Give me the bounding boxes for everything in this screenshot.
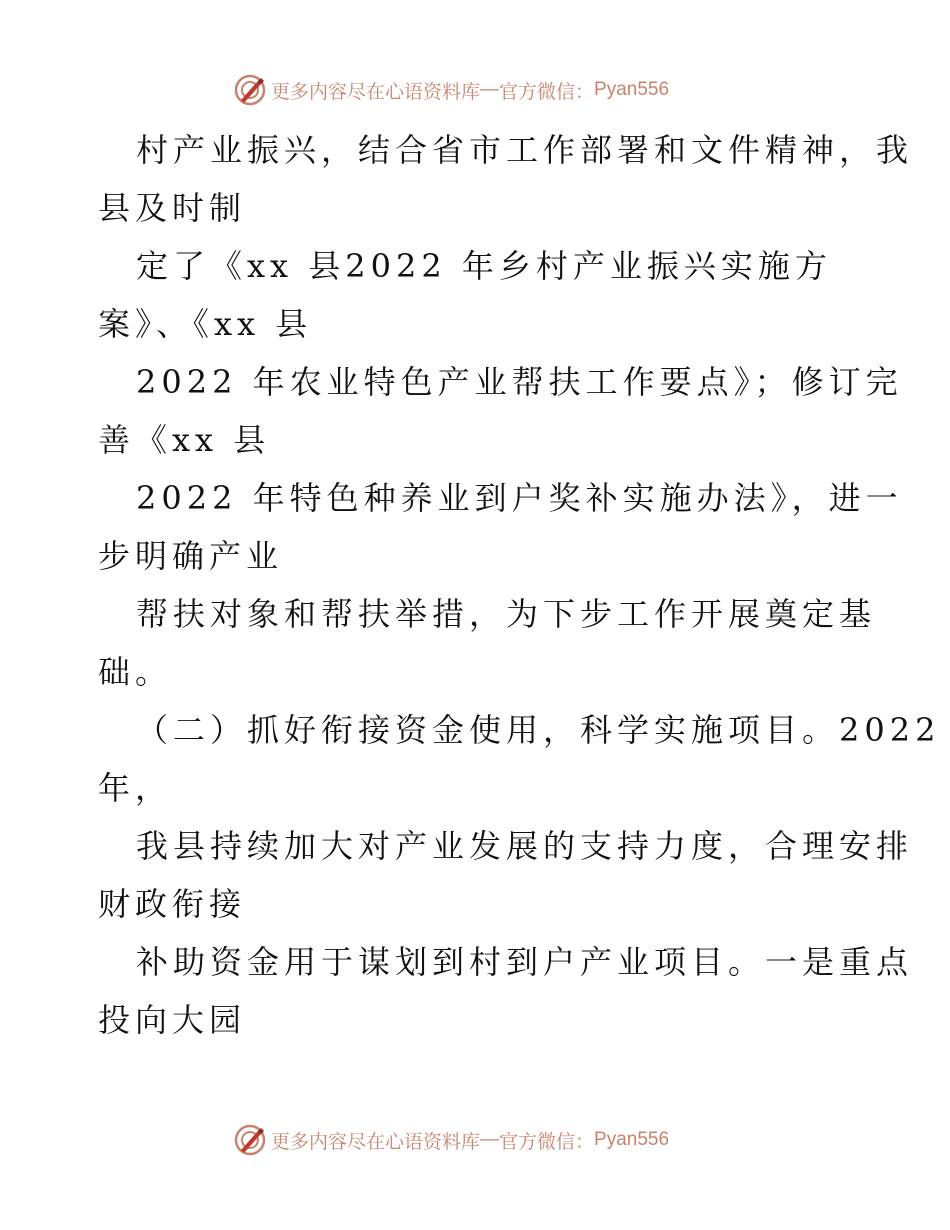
watermark-separator: — [480, 1129, 500, 1150]
pen-logo-icon [233, 73, 267, 107]
watermark-suffix: 官方微信： [499, 80, 595, 103]
text-line: 2022 年特色种养业到户奖补实施办法》，进一 [136, 479, 903, 517]
watermark-separator: — [480, 79, 500, 100]
text-line: 年， [98, 769, 173, 807]
watermark-id: Pyan556 [594, 79, 670, 100]
text-line: 步明确产业 [98, 537, 284, 575]
text-line: 投向大园 [98, 1001, 247, 1039]
body-text [98, 121, 941, 1049]
text-line: 我县持续加大对产业发展的支持力度，合理安排 [136, 827, 914, 865]
text-line: 础。 [98, 653, 173, 691]
watermark-text: 更多内容尽在心语资料库 [271, 80, 481, 103]
footer-watermark [233, 1122, 669, 1158]
text-line: 补助资金用于谋划到村到户产业项目。一是重点 [136, 943, 914, 981]
text-line: 定了《xx 县2022 年乡村产业振兴实施方 [136, 247, 832, 285]
text-line: （二）抓好衔接资金使用，科学实施项目。2022 [136, 711, 941, 749]
watermark-text: 更多内容尽在心语资料库 [271, 1130, 481, 1153]
watermark-suffix: 官方微信： [499, 1130, 595, 1153]
text-line: 县及时制 [98, 189, 247, 227]
text-line: 2022 年农业特色产业帮扶工作要点》；修订完 [136, 363, 903, 401]
text-line: 帮扶对象和帮扶举措，为下步工作开展奠定基 [136, 595, 877, 633]
text-line: 财政衔接 [98, 885, 247, 923]
watermark-id: Pyan556 [594, 1129, 670, 1150]
text-line: 案》、《xx 县 [98, 305, 313, 343]
text-line: 村产业振兴，结合省市工作部署和文件精神，我 [136, 131, 914, 169]
pen-logo-icon [233, 1123, 267, 1157]
text-line: 善《xx 县 [98, 421, 271, 459]
header-watermark [233, 72, 669, 108]
